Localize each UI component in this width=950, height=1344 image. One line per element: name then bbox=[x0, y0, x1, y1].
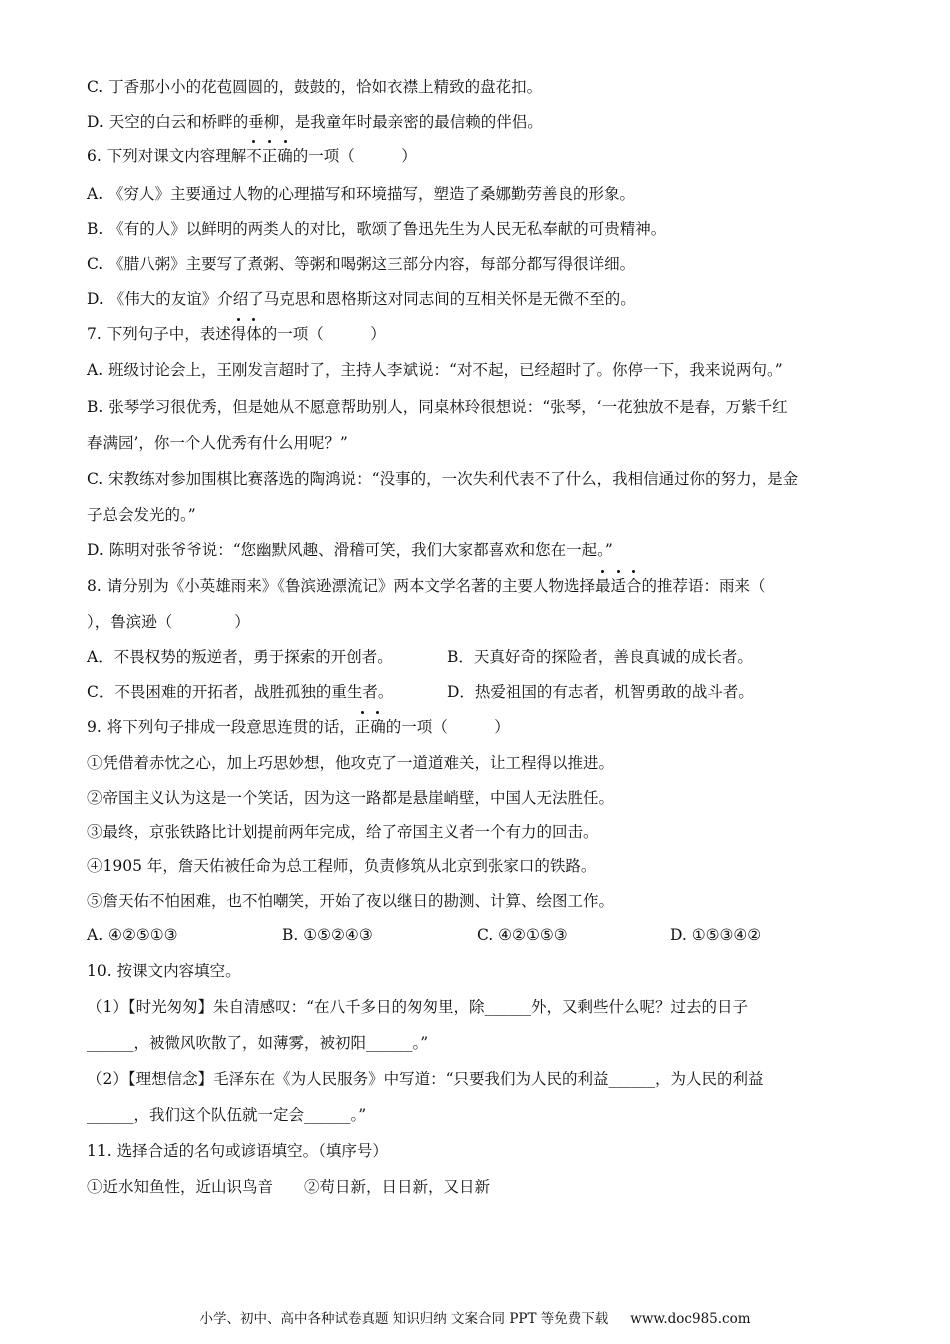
q10-item1-line2: ______，被微风吹散了，如薄雾，被初阳______。” bbox=[87, 1034, 429, 1052]
q7-option-c-line2: 子总会发光的。” bbox=[87, 506, 196, 524]
emphasis-char: 体 bbox=[246, 325, 262, 343]
q7-option-a: A. 班级讨论会上，王刚发言超时了，主持人李斌说：“对不起，已经超时了。你停一下，我来说两句。” bbox=[87, 361, 783, 379]
q9-option-d: D. ①⑤③④② bbox=[670, 926, 762, 944]
q9-sentence-2: ②帝国主义认为这是一个笑话，因为这一路都是悬崖峭壁，中国人无法胜任。 bbox=[87, 789, 615, 807]
q6-stem-tail: 的一项（ ） bbox=[292, 147, 417, 165]
question-8-stem bbox=[87, 576, 766, 596]
q9-sentence-3: ③最终，京张铁路比计划提前两年完成，给了帝国主义者一个有力的回击。 bbox=[87, 823, 599, 841]
q6-stem-text: 6. 下列对课文内容理解 bbox=[87, 147, 247, 165]
emphasis-char: 正 bbox=[354, 718, 371, 736]
q10-item2-line2: ______，我们这个队伍就一定会______。” bbox=[87, 1106, 367, 1124]
q9-sentence-5: ⑤詹天佑不怕困难，也不怕嘲笑，开始了夜以继日的勘测、计算、绘图工作。 bbox=[87, 892, 615, 910]
emphasis-char: 最 bbox=[594, 577, 611, 595]
emphasis-char: 不 bbox=[246, 147, 262, 165]
page-footer bbox=[0, 1307, 950, 1327]
q5-option-c: C. 丁香那小小的花苞圆圆的，鼓鼓的，恰如衣襟上精致的盘花扣。 bbox=[87, 78, 543, 96]
question-11-stem: 11. 选择合适的名句或谚语填空。（填序号） bbox=[87, 1142, 388, 1160]
q8-option-b: B．天真好奇的探险者，善良真诚的成长者。 bbox=[447, 648, 753, 666]
footer-url: www.doc985.com bbox=[630, 1311, 751, 1327]
q9-option-a: A. ④②⑤①③ bbox=[87, 926, 178, 944]
q10-item1-line1: （1）【时光匆匆】朱自清感叹：“在八千多日的匆匆里，除______外，又剩些什么呢？过去的日子 bbox=[87, 998, 749, 1016]
q8-stem-tail: 的推荐语：雨来（ bbox=[641, 577, 766, 595]
q9-option-c: C. ④②①⑤③ bbox=[477, 926, 568, 944]
q8-stem-text: 8. 请分别为《小英雄雨来》《鲁滨逊漂流记》两本文学名著的主要人物选择 bbox=[87, 577, 595, 595]
q8-option-c: C．不畏困难的开拓者，战胜孤独的重生者。 bbox=[87, 683, 394, 701]
q8-options-row2 bbox=[87, 682, 754, 702]
question-8-stem-line2: ），鲁滨逊（ ） bbox=[87, 613, 250, 631]
question-10-stem: 10. 按课文内容填空。 bbox=[87, 962, 241, 980]
q9-sentence-1: ①凭借着赤忱之心，加上巧思妙想，他攻克了一道道难关，让工程得以推进。 bbox=[87, 754, 615, 772]
q7-option-d: D. 陈明对张爷爷说：“您幽默风趣、滑稽可笑，我们大家都喜欢和您在一起。” bbox=[87, 541, 613, 559]
q8-option-a: A．不畏权势的叛逆者，勇于探索的开创者。 bbox=[87, 648, 393, 666]
emphasis-char: 适 bbox=[610, 577, 626, 595]
footer-text: 小学、初中、高中各种试卷真题 知识归纳 文案合同 PPT 等免费下载 bbox=[199, 1311, 609, 1327]
q7-stem-text: 7. 下列句子中，表述 bbox=[87, 325, 231, 343]
emphasis-char: 确 bbox=[277, 147, 293, 165]
question-7-stem bbox=[87, 324, 386, 344]
q11-options: ①近水知鱼性，近山识鸟音 ②苟日新，日日新，又日新 bbox=[87, 1178, 491, 1196]
q6-option-c: C. 《腊八粥》主要写了煮粥、等粥和喝粥这三部分内容，每部分都写得很详细。 bbox=[87, 255, 636, 273]
emphasis-char: 确 bbox=[370, 718, 386, 736]
emphasis-char: 正 bbox=[261, 147, 278, 165]
q6-option-b: B. 《有的人》以鲜明的两类人的对比，歌颂了鲁迅先生为人民无私奉献的可贵精神。 bbox=[87, 220, 667, 238]
q6-option-a: A. 《穷人》主要通过人物的心理描写和环境描写，塑造了桑娜勤劳善良的形象。 bbox=[87, 185, 636, 203]
q9-stem-text: 9. 将下列句子排成一段意思连贯的话， bbox=[87, 718, 355, 736]
q9-option-b: B. ①⑤②④③ bbox=[282, 926, 373, 944]
q7-option-b-line2: 春满园’，你一个人优秀有什么用呢？” bbox=[87, 434, 348, 452]
q10-item2-line1: （2）【理想信念】毛泽东在《为人民服务》中写道：“只要我们为人民的利益______，为人民的利益 bbox=[87, 1070, 764, 1088]
q7-stem-tail: 的一项（ ） bbox=[261, 325, 386, 343]
q9-options bbox=[87, 925, 761, 945]
q7-option-b-line1: B. 张琴学习很优秀，但是她从不愿意帮助别人，同桌林玲很想说：“张琴，‘一花独放不是春，万紫千红 bbox=[87, 398, 788, 416]
emphasis-char: 得 bbox=[230, 325, 247, 343]
q8-option-d: D．热爱祖国的有志者，机智勇敢的战斗者。 bbox=[447, 683, 754, 701]
emphasis-char: 合 bbox=[626, 577, 642, 595]
question-9-stem bbox=[87, 717, 510, 737]
q9-sentence-4: ④1905 年，詹天佑被任命为总工程师，负责修筑从北京到张家口的铁路。 bbox=[87, 857, 597, 875]
question-6-stem bbox=[87, 146, 417, 166]
q9-stem-tail: 的一项（ ） bbox=[385, 718, 510, 736]
q7-option-c-line1: C. 宋教练对参加围棋比赛落选的陶鸿说：“没事的，一次失利代表不了什么，我相信通过你的努力，是金 bbox=[87, 470, 799, 488]
q6-option-d: D. 《伟大的友谊》介绍了马克思和恩格斯这对同志间的互相关怀是无微不至的。 bbox=[87, 290, 636, 308]
q5-option-d: D. 天空的白云和桥畔的垂柳，是我童年时最亲密的最信赖的伴侣。 bbox=[87, 113, 543, 131]
q8-options-row1 bbox=[87, 647, 753, 667]
